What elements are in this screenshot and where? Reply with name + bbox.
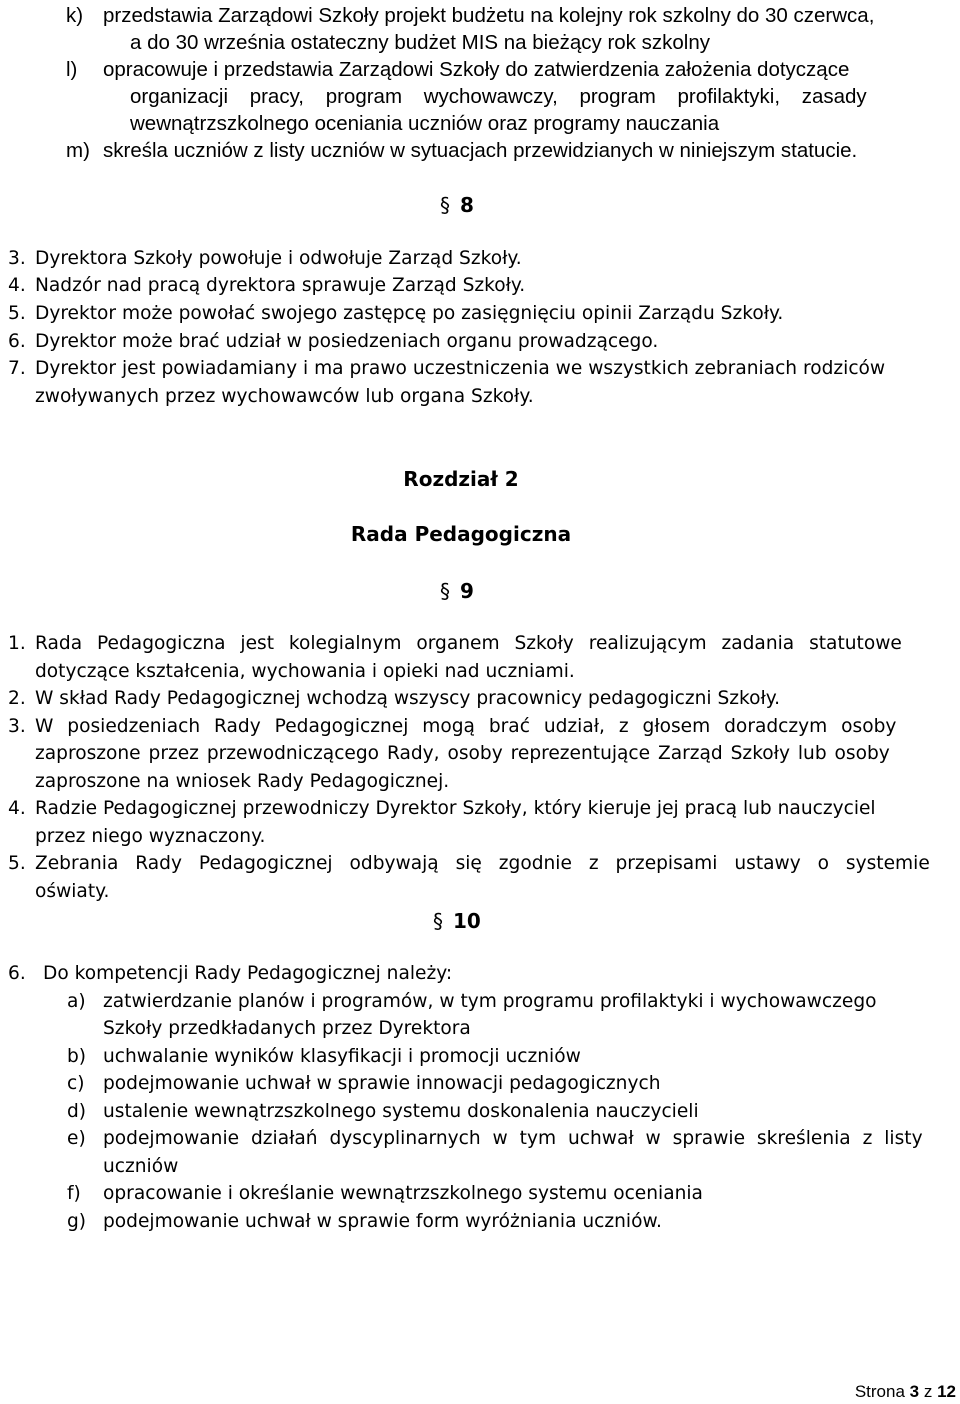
item-text: W skład Rady Pedagogicznej wchodzą wszyscy pracownicy pedagogiczni Szkoły.	[35, 688, 781, 709]
subitem-text-cont: uczniów	[103, 1156, 179, 1177]
item-number: 5.	[8, 303, 26, 324]
item-number: 3.	[8, 716, 26, 737]
subitem-marker: g)	[67, 1211, 87, 1232]
item-text: Zebrania Rady Pedagogicznej odbywają się zgodnie z przepisami ustawy o systemie	[35, 853, 930, 874]
item-text: Do kompetencji Rady Pedagogicznej należy:	[43, 963, 453, 984]
item-text: Dyrektora Szkoły powołuje i odwołuje Zarząd Szkoły.	[35, 248, 522, 269]
item-text-cont: zaproszone przez przewodniczącego Rady, osoby reprezentujące Zarząd Szkoły lub osoby	[35, 743, 890, 764]
item-number: 7.	[8, 358, 26, 379]
section-number: 9	[460, 579, 474, 603]
subitem-marker: c)	[67, 1073, 85, 1094]
list-item-l-line3: wewnątrzszkolnego oceniania uczniów oraz programy nauczania	[130, 112, 720, 135]
section-symbol: §	[433, 909, 443, 933]
section-symbol: §	[440, 193, 450, 217]
item-text: Dyrektor może brać udział w posiedzeniach organu prowadzącego.	[35, 331, 659, 352]
section-8-heading	[440, 193, 474, 217]
item-text-cont: oświaty.	[35, 881, 110, 902]
item-number: 1.	[8, 633, 26, 654]
subitem-marker: b)	[67, 1046, 87, 1067]
subitem-marker: e)	[67, 1128, 86, 1149]
list-item-m-line1: skreśla uczniów z listy uczniów w sytuacjach przewidzianych w niniejszym statucie.	[103, 139, 858, 162]
item-text: W posiedzeniach Rady Pedagogicznej mogą brać udział, z głosem doradczym osoby	[35, 716, 897, 737]
subitem-text: podejmowanie uchwał w sprawie form wyróżniania uczniów.	[103, 1211, 662, 1232]
item-number: 4.	[8, 798, 26, 819]
item-number: 3.	[8, 248, 26, 269]
item-number: 4.	[8, 275, 26, 296]
item-number: 5.	[8, 853, 26, 874]
item-text: Dyrektor może powołać swojego zastępcę po zasięgnięciu opinii Zarządu Szkoły.	[35, 303, 784, 324]
subitem-text: opracowanie i określanie wewnątrzszkolnego systemu oceniania	[103, 1183, 703, 1204]
section-number: 10	[453, 909, 481, 933]
item-text: Rada Pedagogiczna jest kolegialnym organem Szkoły realizującym zadania statutowe	[35, 633, 902, 654]
footer-total-pages: 12	[937, 1382, 956, 1401]
item-text-cont: zwoływanych przez wychowawców lub organa Szkoły.	[35, 386, 534, 407]
list-item-k-line2: a do 30 września ostateczny budżet MIS na bieżący rok szkolny	[130, 31, 710, 54]
subitem-marker: a)	[67, 991, 86, 1012]
item-text-cont: dotyczące kształcenia, wychowania i opieki nad uczniami.	[35, 661, 575, 682]
section-9-heading	[440, 579, 474, 603]
subitem-marker: f)	[67, 1183, 81, 1204]
footer-prefix: Strona	[854, 1382, 905, 1401]
subitem-text: podejmowanie uchwał w sprawie innowacji pedagogicznych	[103, 1073, 661, 1094]
item-number: 6.	[8, 963, 26, 984]
item-number: 6.	[8, 331, 26, 352]
subitem-text: podejmowanie działań dyscyplinarnych w tym uchwał w sprawie skreślenia z listy	[103, 1128, 923, 1149]
list-item-l-line2-text: organizacji pracy, program wychowawczy, program profilaktyki, zasady	[130, 85, 867, 108]
section-number: 8	[460, 193, 474, 217]
section-symbol: §	[440, 579, 450, 603]
list-item-k-line1: przedstawia Zarządowi Szkoły projekt budżetu na kolejny rok szkolny do 30 czerwca,	[103, 4, 875, 27]
footer-page-number: 3	[909, 1382, 920, 1401]
item-text: Radzie Pedagogicznej przewodniczy Dyrektor Szkoły, który kieruje jej pracą lub nauczyciel	[35, 798, 876, 819]
chapter-subtitle: Rada Pedagogiczna	[350, 522, 572, 546]
subitem-text: ustalenie wewnątrzszkolnego systemu doskonalenia nauczycieli	[103, 1101, 699, 1122]
item-number: 2.	[8, 688, 26, 709]
list-item-k-marker: k)	[66, 4, 84, 27]
section-10-heading	[433, 909, 481, 933]
subitem-marker: d)	[67, 1101, 87, 1122]
list-item-l-line2	[130, 85, 958, 109]
page-footer	[855, 1382, 956, 1402]
footer-separator: z	[923, 1382, 933, 1401]
subitem-text: uchwalanie wyników klasyfikacji i promocji uczniów	[103, 1046, 581, 1067]
item-text-cont: zaproszone na wniosek Rady Pedagogicznej.	[35, 771, 450, 792]
list-item-m-marker: m)	[66, 139, 90, 162]
subitem-text-cont: Szkoły przedkładanych przez Dyrektora	[103, 1018, 471, 1039]
item-text: Nadzór nad pracą dyrektora sprawuje Zarząd Szkoły.	[35, 275, 526, 296]
list-item-l-line1: opracowuje i przedstawia Zarządowi Szkoły do zatwierdzenia założenia dotyczące	[103, 58, 850, 81]
subitem-text: zatwierdzanie planów i programów, w tym programu profilaktyki i wychowawczego	[103, 991, 877, 1012]
list-item-l-marker: l)	[66, 58, 78, 81]
item-text: Dyrektor jest powiadamiany i ma prawo uczestniczenia we wszystkich zebraniach rodziców	[35, 358, 886, 379]
chapter-title: Rozdział 2	[403, 467, 519, 491]
item-text-cont: przez niego wyznaczony.	[35, 826, 266, 847]
